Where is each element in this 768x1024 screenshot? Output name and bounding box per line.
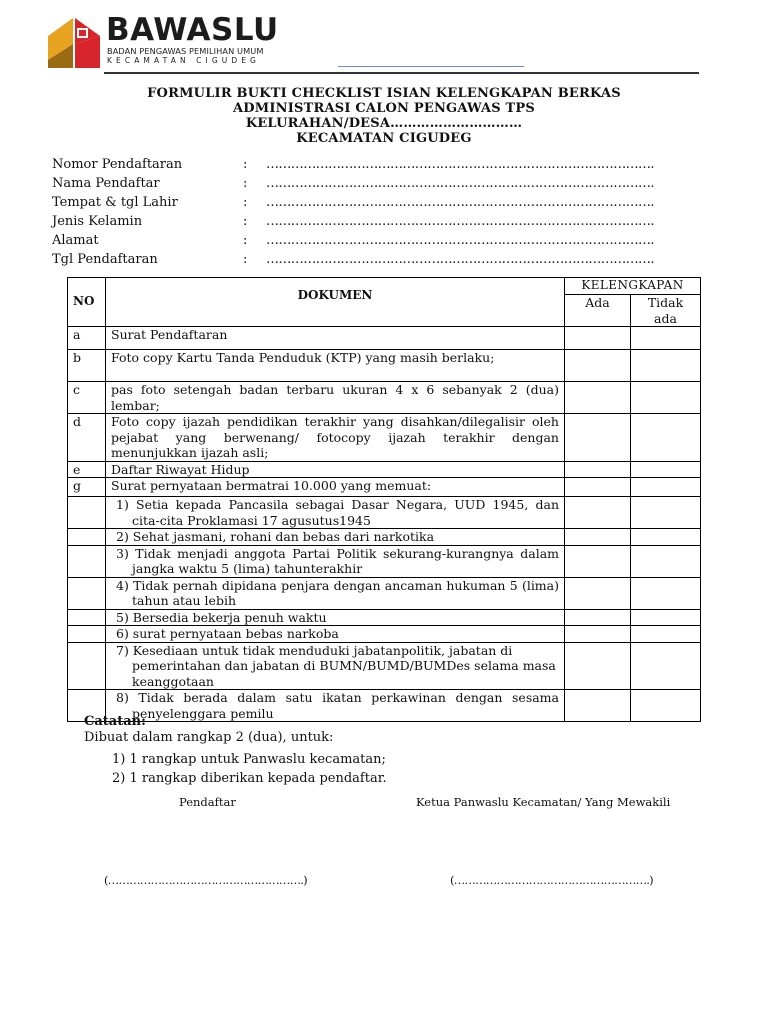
row-number-empty (68, 609, 106, 626)
form-title-line3: KELURAHAN/DESA………………………… (245, 116, 523, 131)
column-header-ada: Ada (565, 295, 631, 327)
table-row (68, 350, 701, 382)
signature-label-chairman: Ketua Panwaslu Kecamatan/ Yang Mewakili (416, 795, 671, 809)
check-cell-tidak-ada[interactable] (631, 350, 701, 382)
statement-item (106, 545, 565, 577)
row-number: d (68, 414, 106, 462)
form-title-line1: FORMULIR BUKTI CHECKLIST ISIAN KELENGKAPAN BERKAS (147, 86, 621, 101)
document-checklist-table (67, 277, 701, 722)
check-cell-tidak-ada[interactable] (631, 461, 701, 478)
notes-item: 1) 1 rangkap untuk Panwaslu kecamatan; (112, 752, 386, 767)
brand-name: BAWASLU (106, 12, 279, 48)
statement-item (106, 609, 565, 626)
check-cell-ada[interactable] (565, 414, 631, 462)
check-cell-tidak-ada[interactable] (631, 545, 701, 577)
field-label: Alamat (52, 233, 99, 248)
field-label: Nama Pendaftar (52, 176, 160, 191)
notes-heading: Catatan: (84, 714, 146, 729)
field-colon: : (243, 195, 248, 210)
table-row (68, 478, 701, 497)
field-label: Nomor Pendaftaran (52, 157, 183, 172)
statement-item-text: 7) Kesediaan untuk tidak menduduki jabatanpolitik, jabatan di pemerintahan dan jabatan di BUMN/BUMD/BUMDes selama masa keanggotaan (116, 642, 556, 689)
check-cell-tidak-ada[interactable] (631, 626, 701, 643)
check-cell-ada[interactable] (565, 382, 631, 414)
row-number: a (68, 327, 106, 350)
check-cell-ada[interactable] (565, 690, 631, 722)
row-number-empty (68, 626, 106, 643)
table-subrow (68, 626, 701, 643)
row-number: e (68, 461, 106, 478)
table-subrow (68, 529, 701, 546)
check-cell-ada[interactable] (565, 609, 631, 626)
row-number: b (68, 350, 106, 382)
statement-item-text: 1) Setia kepada Pancasila sebagai Dasar Negara, UUD 1945, dan cita-cita Proklamasi 17 agusutus1945 (116, 497, 559, 528)
notes-intro: Dibuat dalam rangkap 2 (dua), untuk: (84, 730, 334, 745)
field-label: Tempat & tgl Lahir (52, 195, 178, 210)
row-number: c (68, 382, 106, 414)
column-header-no: NO (68, 278, 106, 327)
check-cell-tidak-ada[interactable] (631, 529, 701, 546)
check-cell-ada[interactable] (565, 642, 631, 690)
row-number-empty (68, 642, 106, 690)
check-cell-ada[interactable] (565, 626, 631, 643)
check-cell-ada[interactable] (565, 461, 631, 478)
form-title-line4: KECAMATAN CIGUDEG (296, 131, 472, 146)
statement-item (106, 642, 565, 690)
row-document: pas foto setengah badan terbaru ukuran 4 x 6 sebanyak 2 (dua) lembar; (106, 382, 565, 414)
table-subrow (68, 545, 701, 577)
field-fill-line[interactable]: …………………………………………………………………………………. (266, 157, 654, 172)
field-fill-line[interactable]: …………………………………………………………………………………. (266, 233, 654, 248)
row-document: Foto copy ijazah pendidikan terakhir yang disahkan/dilegalisir oleh pejabat yang berwenang/ fotocopy ijazah terakhir dengan menunjukkan ijazah asli; (106, 414, 565, 462)
column-header-tidak-ada: Tidak ada (631, 295, 701, 327)
check-cell-ada[interactable] (565, 350, 631, 382)
form-title-line2: ADMINISTRASI CALON PENGAWAS TPS (233, 101, 535, 116)
row-number-empty (68, 577, 106, 609)
table-subrow (68, 497, 701, 529)
table-row (68, 414, 701, 462)
column-header-completeness: KELENGKAPAN (565, 278, 701, 295)
check-cell-tidak-ada[interactable] (631, 690, 701, 722)
table-row (68, 327, 701, 350)
row-document: Foto copy Kartu Tanda Penduduk (KTP) yang masih berlaku; (106, 350, 565, 382)
check-cell-tidak-ada[interactable] (631, 642, 701, 690)
row-document: Surat Pendaftaran (106, 327, 565, 350)
table-subrow (68, 577, 701, 609)
table-subrow (68, 609, 701, 626)
field-fill-line[interactable]: …………………………………………………………………………………. (266, 214, 654, 229)
field-label: Jenis Kelamin (52, 214, 143, 229)
signature-line-registrant[interactable]: (……………………………………………….) (104, 873, 307, 887)
header-blue-rule (338, 66, 524, 67)
check-cell-tidak-ada[interactable] (631, 414, 701, 462)
check-cell-ada[interactable] (565, 577, 631, 609)
field-colon: : (243, 214, 248, 229)
statement-item (106, 577, 565, 609)
statement-item (106, 690, 565, 722)
notes-item: 2) 1 rangkap diberikan kepada pendaftar. (112, 771, 387, 786)
row-document: Daftar Riwayat Hidup (106, 461, 565, 478)
statement-item (106, 529, 565, 546)
check-cell-ada[interactable] (565, 478, 631, 497)
check-cell-tidak-ada[interactable] (631, 478, 701, 497)
bawaslu-logo-icon (44, 14, 102, 70)
field-label: Tgl Pendaftaran (52, 252, 158, 267)
column-header-document: DOKUMEN (106, 278, 565, 327)
field-colon: : (243, 233, 248, 248)
table-row (68, 461, 701, 478)
table-subrow (68, 690, 701, 722)
statement-item-text: 6) surat pernyataan bebas narkoba (116, 626, 339, 641)
signature-label-registrant: Pendaftar (179, 795, 236, 809)
statement-item-text: 3) Tidak menjadi anggota Partai Politik sekurang-kurangnya dalam jangka waktu 5 (lima) tahunterakhir (116, 545, 559, 576)
field-colon: : (243, 157, 248, 172)
field-colon: : (243, 252, 248, 267)
check-cell-tidak-ada[interactable] (631, 382, 701, 414)
check-cell-tidak-ada[interactable] (631, 609, 701, 626)
check-cell-tidak-ada[interactable] (631, 577, 701, 609)
check-cell-ada[interactable] (565, 529, 631, 546)
check-cell-tidak-ada[interactable] (631, 327, 701, 350)
statement-item (106, 626, 565, 643)
check-cell-ada[interactable] (565, 545, 631, 577)
brand-district: KECAMATAN CIGUDEG (107, 56, 260, 65)
row-number-empty (68, 497, 106, 529)
statement-item-text: 8) Tidak berada dalam satu ikatan perkawinan dengan sesama penyelenggara pemilu (116, 690, 559, 721)
field-fill-line[interactable]: …………………………………………………………………………………. (266, 176, 654, 191)
check-cell-ada[interactable] (565, 497, 631, 529)
field-fill-line[interactable]: …………………………………………………………………………………. (266, 195, 654, 210)
statement-item-text: 2) Sehat jasmani, rohani dan bebas dari narkotika (116, 529, 435, 544)
table-subrow (68, 642, 701, 690)
header-divider (104, 72, 699, 74)
field-colon: : (243, 176, 248, 191)
table-row (68, 382, 701, 414)
statement-item-text: 4) Tidak pernah dipidana penjara dengan ancaman hukuman 5 (lima) tahun atau lebih (116, 577, 559, 608)
row-number-empty (68, 529, 106, 546)
brand-subtitle: BADAN PENGAWAS PEMILIHAN UMUM (107, 46, 264, 56)
check-cell-tidak-ada[interactable] (631, 497, 701, 529)
row-document: Surat pernyataan bermatrai 10.000 yang memuat: (106, 478, 565, 497)
table-header-row (68, 278, 701, 295)
row-number-empty (68, 545, 106, 577)
check-cell-ada[interactable] (565, 327, 631, 350)
row-number: g (68, 478, 106, 497)
statement-item (106, 497, 565, 529)
statement-item-text: 5) Bersedia bekerja penuh waktu (116, 609, 327, 625)
signature-line-chairman[interactable]: (……………………………………………….) (450, 873, 653, 887)
field-fill-line[interactable]: …………………………………………………………………………………. (266, 252, 654, 267)
